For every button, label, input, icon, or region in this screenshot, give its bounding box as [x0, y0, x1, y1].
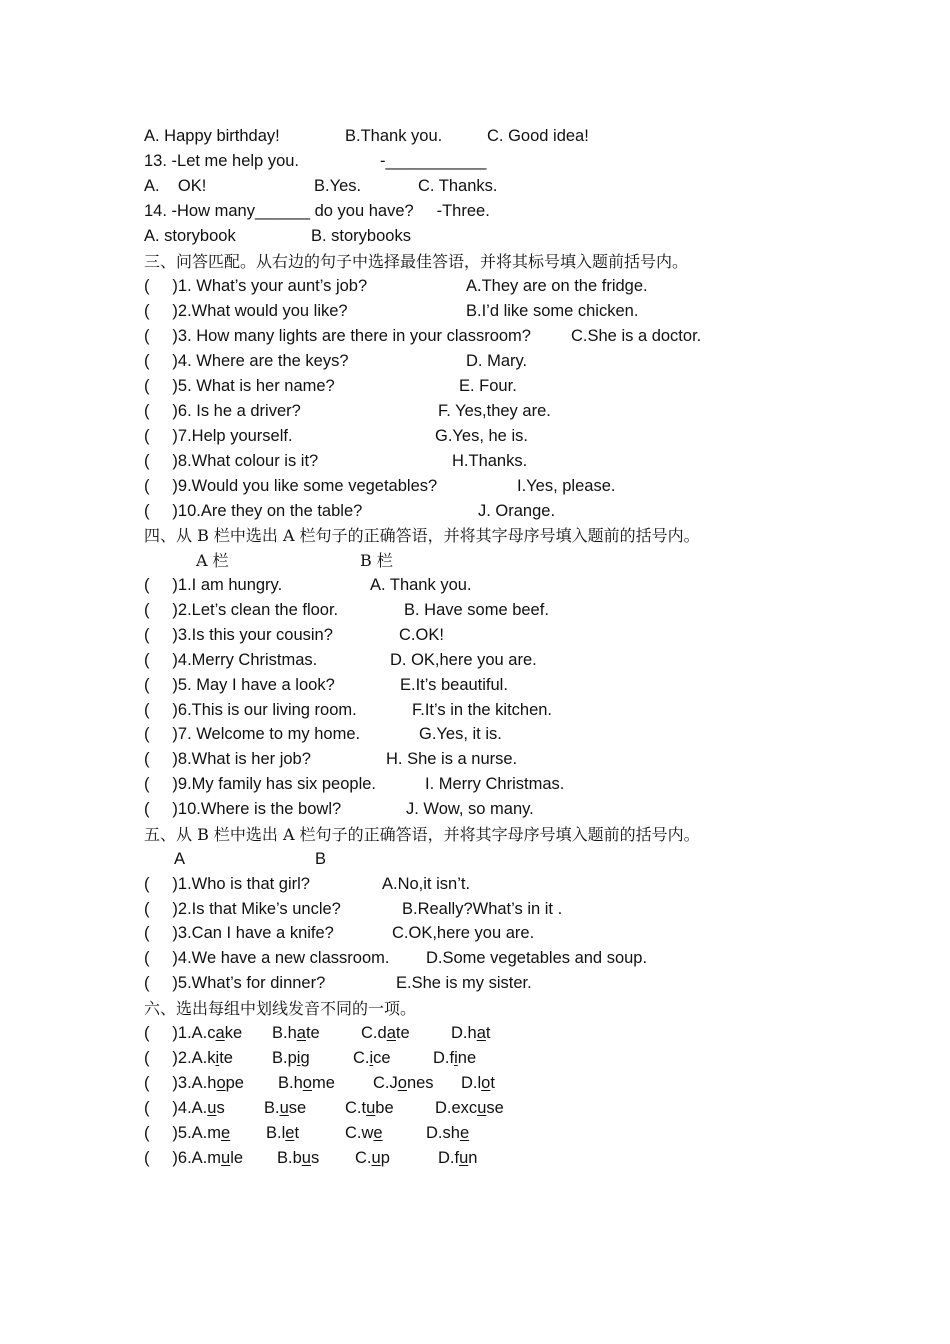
text-segment: ( )5. What is her name? [144, 377, 335, 395]
option-text: B.p [272, 1049, 297, 1067]
underlined-letter: i [215, 1049, 220, 1067]
underlined-letter: u [371, 1149, 381, 1167]
text-segment: B.Really?What’s in it . [402, 900, 563, 918]
text-segment: G.Yes, it is. [419, 725, 502, 743]
text-segment: F.It’s in the kitchen. [412, 701, 553, 719]
option-text: s [216, 1099, 225, 1117]
text-segment: B [315, 850, 327, 868]
option-text: p [380, 1149, 390, 1167]
phonics-option [461, 1071, 495, 1096]
option-text: ke [224, 1024, 243, 1042]
text-segment: C. Thanks. [418, 177, 498, 195]
phonics-option [373, 1071, 434, 1096]
text-segment: ( )2.Let’s clean the floor. [144, 601, 339, 619]
text-segment: ( )9.My family has six people. [144, 775, 376, 793]
option-text: ce [373, 1049, 391, 1067]
underlined-letter: e [285, 1124, 295, 1142]
text-segment: A. OK! [144, 177, 207, 195]
option-text: C.t [345, 1099, 367, 1117]
phonics-option [451, 1021, 490, 1046]
underlined-letter: u [459, 1149, 469, 1167]
text-segment: ( )2.What would you like? [144, 302, 348, 320]
option-text: te [305, 1024, 320, 1042]
text-segment: E. Four. [459, 377, 517, 395]
underlined-letter: a [476, 1024, 486, 1042]
underlined-letter: a [296, 1024, 306, 1042]
option-text: ( )3.A.h [144, 1074, 217, 1092]
option-text: B.h [278, 1074, 303, 1092]
option-text: ( )1.A.c [144, 1024, 216, 1042]
phonics-option [345, 1121, 383, 1146]
underlined-letter: u [221, 1149, 231, 1167]
phonics-option [353, 1046, 391, 1071]
underlined-letter: u [279, 1099, 289, 1117]
text-segment: B.I’d like some chicken. [466, 302, 639, 320]
text-segment: 13. -Let me help you. [144, 152, 300, 170]
text-segment: ( )4.Merry Christmas. [144, 651, 318, 669]
option-text: g [300, 1049, 310, 1067]
phonics-option [144, 1146, 243, 1171]
phonics-option [433, 1046, 476, 1071]
text-segment: A. storybook [144, 227, 236, 245]
text-segment: ( )8.What colour is it? [144, 452, 319, 470]
text-segment: ( )5. May I have a look? [144, 676, 335, 694]
phonics-option [278, 1071, 335, 1096]
phonics-option [144, 1096, 225, 1121]
text-segment: ( )1. What’s your aunt’s job? [144, 277, 368, 295]
phonics-option [438, 1146, 477, 1171]
text-segment: -___________ [380, 152, 487, 170]
section-heading: 四、从 B 栏中选出 A 栏句子的正确答语，并将其字母序号填入题前的括号内。 [144, 526, 700, 545]
text-segment: C. Good idea! [487, 127, 589, 145]
underlined-letter: a [215, 1024, 225, 1042]
text-segment: C.She is a doctor. [571, 327, 702, 345]
section-heading: 五、从 B 栏中选出 A 栏句子的正确答语，并将其字母序号填入题前的括号内。 [144, 825, 700, 844]
phonics-option [277, 1146, 319, 1171]
option-text: le [230, 1149, 244, 1167]
text-segment: ( )4.We have a new classroom. [144, 949, 390, 967]
underlined-letter: o [397, 1074, 407, 1092]
option-text: B.h [272, 1024, 297, 1042]
option-text: ( )6.A.m [144, 1149, 222, 1167]
text-segment: ( )2.Is that Mike’s uncle? [144, 900, 341, 918]
section-heading: A 栏 [196, 551, 229, 570]
underlined-letter: o [481, 1074, 491, 1092]
text-segment: D. Mary. [466, 352, 528, 370]
text-segment: ( )10.Are they on the table? [144, 502, 363, 520]
option-text: pe [225, 1074, 244, 1092]
text-segment: B.Yes. [314, 177, 362, 195]
phonics-option [144, 1021, 242, 1046]
option-text: D.exc [435, 1099, 478, 1117]
text-segment: ( )3.Is this your cousin? [144, 626, 333, 644]
text-segment: J. Wow, so many. [406, 800, 534, 818]
option-text: nes [406, 1074, 434, 1092]
underlined-letter: i [369, 1049, 374, 1067]
underlined-letter: o [302, 1074, 312, 1092]
underlined-letter: e [373, 1124, 383, 1142]
text-segment: A.No,it isn’t. [382, 875, 471, 893]
option-text: B. [264, 1099, 280, 1117]
text-segment: ( )3. How many lights are there in your classroom? [144, 327, 531, 345]
text-segment: ( )8.What is her job? [144, 750, 311, 768]
text-segment: ( )3.Can I have a knife? [144, 924, 334, 942]
underlined-letter: e [459, 1124, 470, 1142]
option-text: s [310, 1149, 320, 1167]
option-text: ne [457, 1049, 477, 1067]
option-text: C.d [361, 1024, 387, 1042]
phonics-option [361, 1021, 410, 1046]
text-segment: 14. -How many______ do you have? -Three. [144, 202, 490, 220]
option-text: C. [355, 1149, 372, 1167]
text-segment: G.Yes, he is. [435, 427, 528, 445]
text-segment: C.OK,here you are. [392, 924, 535, 942]
option-text: D.f [438, 1149, 460, 1167]
option-text: t [485, 1024, 491, 1042]
text-segment: A. Happy birthday! [144, 127, 280, 145]
option-text: C.J [373, 1074, 398, 1092]
section-heading: 三、问答匹配。从右边的句子中选择最佳答语，并将其标号填入题前括号内。 [144, 252, 689, 271]
option-text: te [395, 1024, 410, 1042]
phonics-option [435, 1096, 504, 1121]
underlined-letter: a [386, 1024, 396, 1042]
phonics-option [144, 1046, 233, 1071]
phonics-option [144, 1121, 230, 1146]
option-text: me [311, 1074, 335, 1092]
phonics-option [355, 1146, 390, 1171]
underlined-letter: i [454, 1049, 458, 1067]
option-text: D.f [433, 1049, 455, 1067]
underlined-letter: u [477, 1099, 487, 1117]
option-text: ( )4.A. [144, 1099, 208, 1117]
text-segment: ( )7. Welcome to my home. [144, 725, 361, 743]
phonics-option [426, 1121, 469, 1146]
option-text: be [375, 1099, 394, 1117]
underlined-letter: i [296, 1049, 301, 1067]
text-segment: ( )1.I am hungry. [144, 576, 283, 594]
underlined-letter: e [221, 1124, 231, 1142]
text-segment: H. She is a nurse. [386, 750, 518, 768]
text-segment: ( )6.This is our living room. [144, 701, 357, 719]
phonics-option [272, 1021, 320, 1046]
option-text: B.b [277, 1149, 302, 1167]
underlined-letter: u [366, 1099, 376, 1117]
option-text: C.w [345, 1124, 374, 1142]
option-text: C. [353, 1049, 370, 1067]
text-segment: A [174, 850, 186, 868]
underlined-letter: u [301, 1149, 311, 1167]
text-segment: C.OK! [399, 626, 444, 644]
option-text: D.h [451, 1024, 477, 1042]
text-segment: ( )6. Is he a driver? [144, 402, 301, 420]
phonics-option [266, 1121, 299, 1146]
option-text: D.l [461, 1074, 482, 1092]
text-segment: ( )9.Would you like some vegetables? [144, 477, 438, 495]
option-text: ( )5.A.m [144, 1124, 222, 1142]
phonics-option [144, 1071, 244, 1096]
text-segment: E.It’s beautiful. [400, 676, 508, 694]
option-text: t [490, 1074, 495, 1092]
text-segment: ( )10.Where is the bowl? [144, 800, 342, 818]
text-segment: B.Thank you. [345, 127, 443, 145]
phonics-option [345, 1096, 394, 1121]
text-segment: I.Yes, please. [517, 477, 616, 495]
option-text: n [468, 1149, 478, 1167]
text-segment: H.Thanks. [452, 452, 528, 470]
underlined-letter: u [207, 1099, 217, 1117]
text-segment: ( )4. Where are the keys? [144, 352, 349, 370]
phonics-option [272, 1046, 310, 1071]
text-segment: D.Some vegetables and soup. [426, 949, 648, 967]
text-segment: B. Have some beef. [404, 601, 549, 619]
underlined-letter: o [216, 1074, 226, 1092]
option-text: se [288, 1099, 307, 1117]
option-text: se [486, 1099, 504, 1117]
text-segment: F. Yes,they are. [438, 402, 551, 420]
text-segment: I. Merry Christmas. [425, 775, 565, 793]
option-text: te [219, 1049, 233, 1067]
text-segment: ( )5.What’s for dinner? [144, 974, 326, 992]
text-segment: J. Orange. [478, 502, 556, 520]
phonics-option [264, 1096, 306, 1121]
text-segment: ( )1.Who is that girl? [144, 875, 310, 893]
text-segment: D. OK,here you are. [390, 651, 537, 669]
option-text: D.sh [426, 1124, 460, 1142]
section-heading: B 栏 [360, 551, 393, 570]
text-segment: E.She is my sister. [396, 974, 532, 992]
text-segment: A. Thank you. [370, 576, 472, 594]
option-text: B.l [266, 1124, 286, 1142]
option-text: ( )2.A.k [144, 1049, 216, 1067]
text-segment: A.They are on the fridge. [466, 277, 648, 295]
option-text: t [294, 1124, 300, 1142]
section-heading: 六、选出每组中划线发音不同的一项。 [144, 999, 417, 1018]
text-segment: B. storybooks [311, 227, 411, 245]
text-segment: ( )7.Help yourself. [144, 427, 293, 445]
